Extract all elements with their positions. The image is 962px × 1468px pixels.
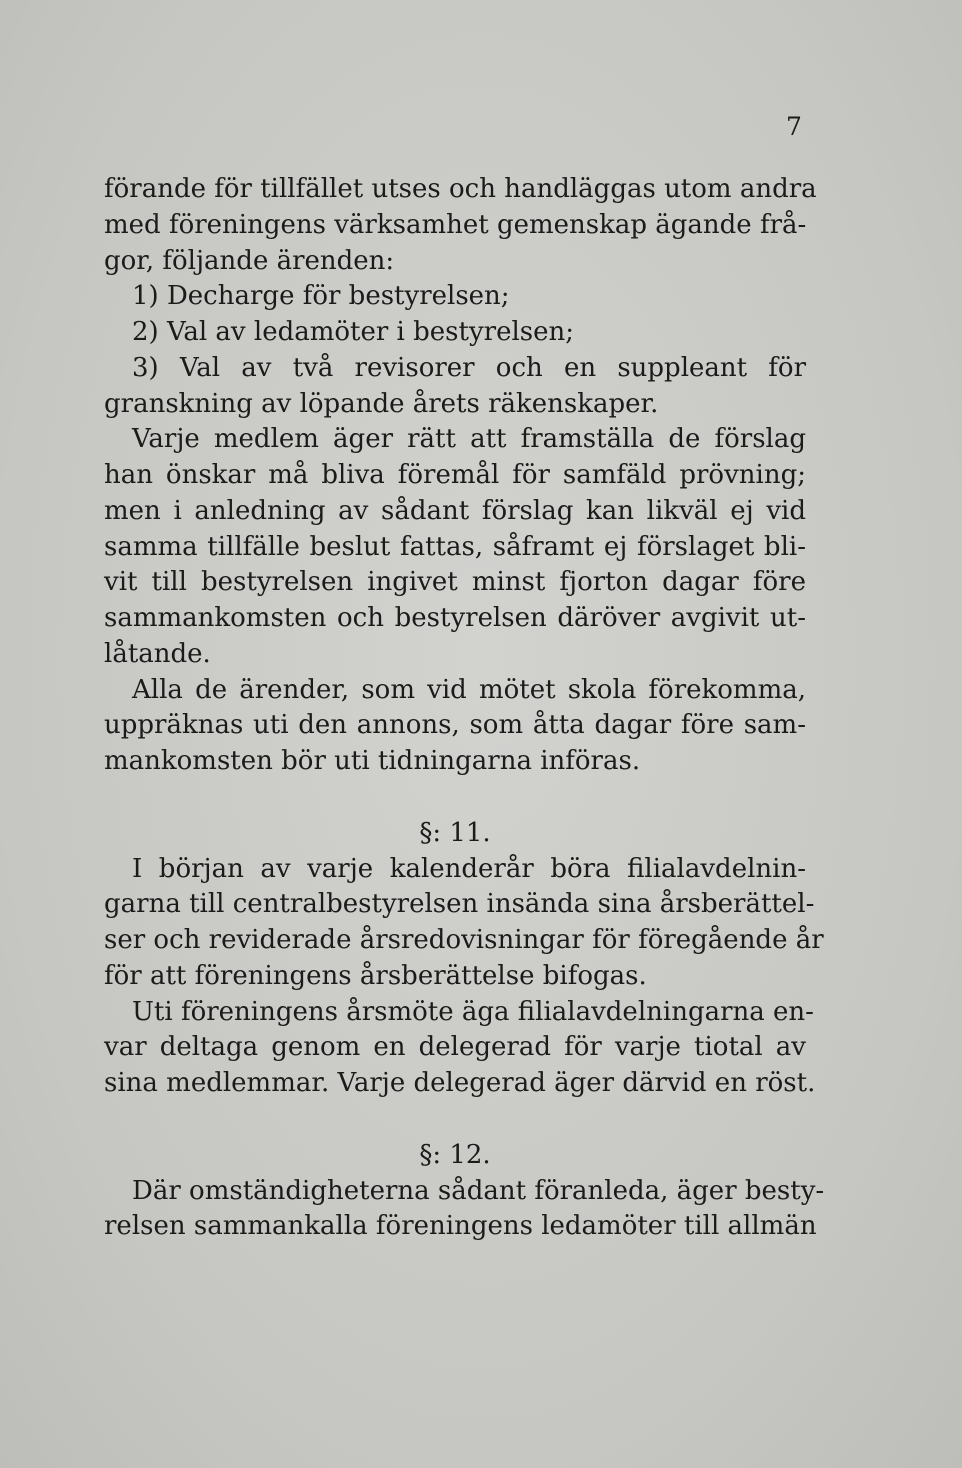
text-line: granskning av löpande årets räkenskaper.: [104, 388, 659, 419]
section-heading-12: §: 12.: [419, 1139, 491, 1170]
page-number: 7: [786, 112, 802, 141]
paragraph-start: Alla de ärender, som vid mötet skola förekomma,: [132, 674, 806, 705]
text-line: gor, följande ärenden:: [104, 245, 395, 276]
text-line: för att föreningens årsberättelse bifogas.: [104, 960, 647, 991]
list-item-3: 3) Val av två revisorer och en suppleant för: [132, 352, 806, 383]
text-line: sammankomsten och bestyrelsen däröver avgivit ut-: [104, 603, 806, 633]
text-line: förande för tillfället utses och handläggas utom andra: [104, 174, 817, 204]
text-line: vit till bestyrelsen ingivet minst fjorton dagar före: [104, 567, 806, 598]
text-line: med föreningens värksamhet gemenskap ägande frå-: [104, 209, 807, 240]
paragraph-start: Där omständigheterna sådant föranleda, äger besty-: [132, 1175, 825, 1206]
spacer: [104, 780, 806, 816]
paragraph-start: Uti föreningens årsmöte äga filialavdelningarna en-: [132, 996, 814, 1027]
body-text: [104, 172, 825, 1245]
text-line: relsen sammankalla föreningens ledamöter till allmän: [104, 1211, 817, 1242]
text-line: garna till centralbestyrelsen insända sina årsberättel-: [104, 889, 815, 920]
paragraph-start: I början av varje kalenderår böra filialavdelnin-: [132, 853, 806, 884]
text-line: men i anledning av sådant förslag kan likväl ej vid: [104, 495, 806, 526]
text-line: mankomsten bör uti tidningarna införas.: [104, 746, 641, 776]
spacer: [104, 1102, 806, 1138]
text-line: låtande.: [104, 638, 211, 669]
text-line: samma tillfälle beslut fattas, såframt ej förslaget bli-: [104, 531, 806, 562]
text-line: ser och reviderade årsredovisningar för föregående år: [104, 925, 824, 955]
text-line: uppräknas uti den annons, som åtta dagar före sam-: [104, 710, 806, 741]
text-line: var deltaga genom en delegerad för varje tiotal av: [104, 1032, 806, 1063]
text-line: sina medlemmar. Varje delegerad äger därvid en röst.: [104, 1068, 816, 1098]
list-item-1: 1) Decharge för bestyrelsen;: [132, 281, 510, 312]
text-line: han önskar må bliva föremål för samfäld prövning;: [104, 460, 806, 490]
list-item-2: 2) Val av ledamöter i bestyrelsen;: [132, 317, 575, 347]
section-heading-11: §: 11.: [419, 817, 491, 848]
paragraph-start: Varje medlem äger rätt att framställa de förslag: [132, 424, 806, 455]
